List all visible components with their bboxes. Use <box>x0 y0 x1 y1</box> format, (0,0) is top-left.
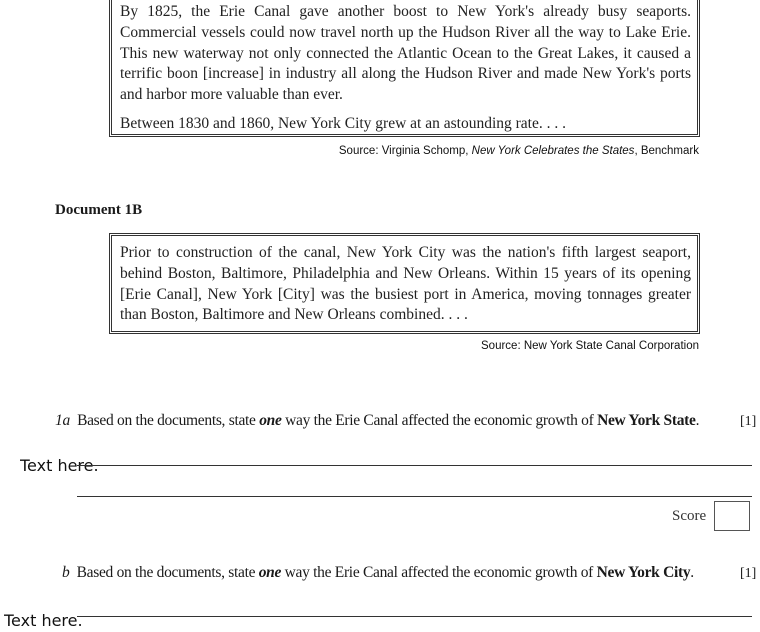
question-1a-points: [1] <box>740 414 757 429</box>
answer-line <box>77 465 752 466</box>
question-1b-emphasis: one <box>258 564 282 581</box>
question-1b-subject: New York City <box>596 564 691 581</box>
question-1b-points: [1] <box>740 566 757 581</box>
document-1a-source <box>339 145 699 157</box>
question-1b-text-after: . <box>690 564 694 581</box>
document-1b-text: Prior to construction of the canal, New York City was the nation's fifth largest seaport, behind Boston, Baltimore, Philadelphia and New Orleans. Within 15 years of its opening [Erie Canal], New York [City] was the busiest port in America, moving tonnages greater than Boston, Baltimore and New Orleans combined. . . . <box>120 244 691 324</box>
source-title: New York Celebrates the States <box>471 145 635 157</box>
question-1b-text-before: Based on the documents, state <box>76 564 259 581</box>
question-1b-number: b <box>62 564 70 581</box>
question-1a <box>55 412 699 430</box>
answer-line <box>77 616 752 617</box>
question-1a-text-middle: way the Erie Canal affected the economic growth of <box>281 412 598 429</box>
question-1a-text-after: . <box>695 412 700 429</box>
answer-line <box>77 496 752 497</box>
source-suffix: , Benchmark <box>634 145 699 157</box>
question-1b-text-middle: way the Erie Canal affected the economic growth of <box>281 564 597 581</box>
question-1b <box>62 564 694 582</box>
source-prefix: Source: Virginia Schomp, <box>338 145 472 157</box>
document-1b-source: Source: New York State Canal Corporation <box>481 340 699 352</box>
document-1a-box <box>109 0 700 137</box>
question-1a-subject: New York State <box>597 412 696 429</box>
document-1a-paragraph-2: Between 1830 and 1860, New York City grew at an astounding rate. . . . <box>120 114 566 132</box>
question-1a-emphasis: one <box>259 412 282 429</box>
document-1a-paragraph-1: By 1825, the Erie Canal gave another boost to New York's already busy seaports. Commercial vessels could now travel north up the Hudson River all the way to Lake Erie. This new waterway not only connected the Atlantic Ocean to the Great Lakes, it caused a terrific boon [increase] in industry all along the Hudson River and made New York's ports and harbor more valuable than ever. <box>120 3 691 104</box>
document-1b-box <box>109 233 700 334</box>
question-1a-number: 1a <box>55 412 70 429</box>
question-1b-answer-field[interactable] <box>4 609 254 631</box>
score-box <box>714 501 750 531</box>
score-label: Score <box>672 508 707 524</box>
question-1a-text-before: Based on the documents, state <box>77 412 260 429</box>
document-1b-heading: Document 1B <box>55 202 143 218</box>
